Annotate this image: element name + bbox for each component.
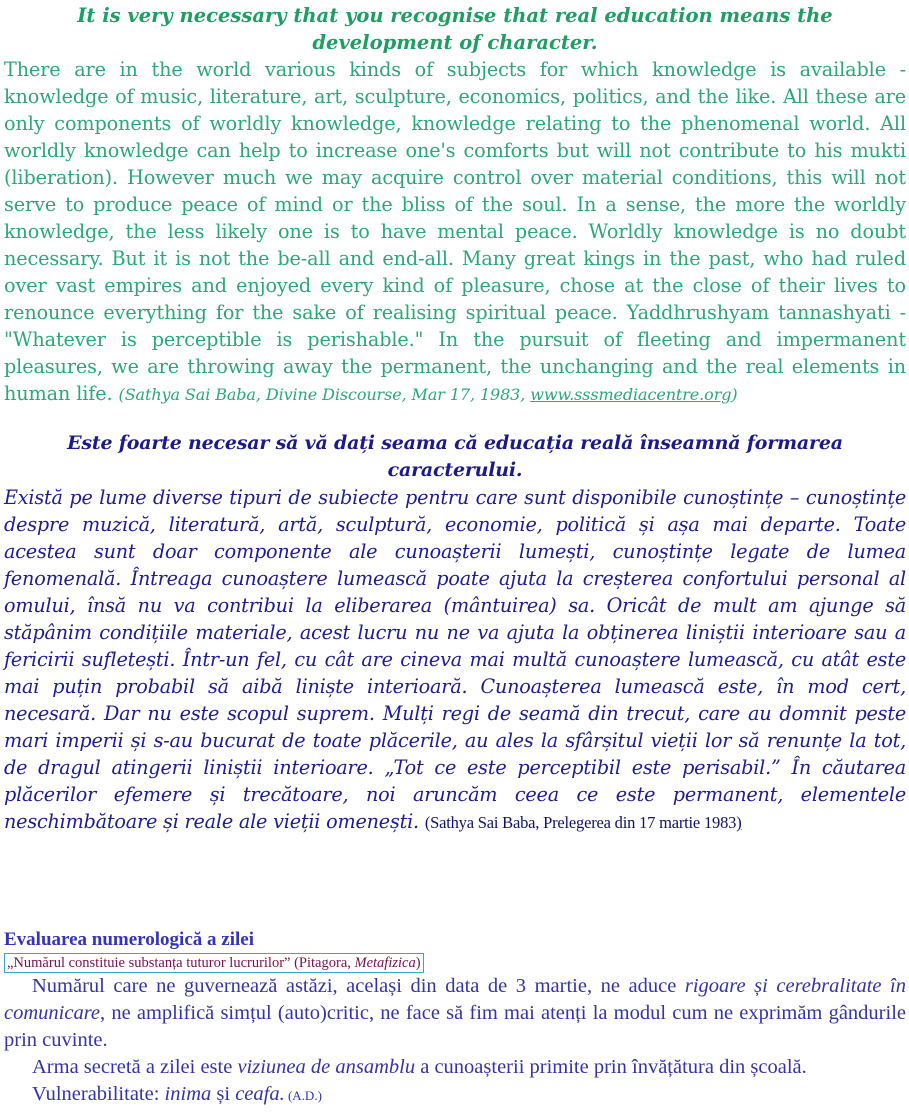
quote-work: Metafizica [354,955,416,971]
english-citation [119,385,738,404]
pythagoras-quote-box [4,953,424,973]
english-title: It is very necessary that you recognise that real education means the development of character. [77,4,833,54]
english-citation-prefix: (Sathya Sai Baba, Divine Discourse, Mar 17, 1983, [118,385,531,404]
english-body-text: There are in the world various kinds of subjects for which knowledge is available - knowledge of music, literature, art, sculpture, economics, politics, and the like. All these are only components of worldly knowledge, knowledge relating to the phenomenal world. All worldly knowledge can help to increase one's comforts but will not contribute to his mukti (liberation). However much we may acquire control over material conditions, this will not serve to produce peace of mind or the bliss of the soul. In a sense, the more the worldly knowledge, the less likely one is to have mental peace. Worldly knowledge is no doubt necessary. But it is not the be-all and end-all. Many great kings in the past, who had ruled over vast empires and enjoyed every kind of pleasure, chose at the close of their lives to renounce everything for the sake of realising spiritual peace. Yaddhrushyam tannashyati - "Whatever is perceptible is perishable." In the pursuit of fleeting and impermanent pleasures, we are throwing away the permanent, the unchanging and the real elements in human life. [4,58,906,405]
p1-text-b: , ne amplifică simțul (auto)critic, ne face să fim mai atenți la modul cum ne exprimăm gândurile prin cuvinte. [4,1002,906,1051]
romanian-citation-close: ) [736,813,742,832]
romanian-body-text: Există pe lume diverse tipuri de subiecte pentru care sunt disponibile cunoștințe – cunoștințe despre muzică, literatură, artă, sculptură, economie, politică și așa mai departe. Toate acestea sunt doar componente ale cunoașterii lumești, cunoștințe legate de lumea fenomenală. Întreaga cunoaștere lumească poate ajuta la creșterea confortului personal al omului, însă nu va contribui la eliberarea (mântuirea) sa. Oricât de mult am ajunge să stăpânim condițiile materiale, acest lucru nu ne va ajuta la obținerea liniștii interioare sau a fericirii sufletești. Într-un fel, cu cât are cineva mai multă cunoaștere lumească, cu atât este mai puțin probabil să aibă liniște interioară. Cunoașterea lumească este, în mod cert, necesară. Dar nu este scopul suprem. Mulți regi de seamă din trecut, care au domnit peste mari imperii și s-au bucurat de toate plăcerile, au ales la sfârșitul vieții lor să renunțe la tot, de dragul atingerii liniștii interioare. „Tot ce este perceptibil este perisabil.” În căutarea plăcerilor efemere și trecătoare, noi aruncăm ceea ce este permanent, elementele neschimbătoare și reale ale vieții omenești. [4,486,906,833]
romanian-title: Este foarte necesar să vă dați seama că educația reală înseamnă formarea caracterului. [67,432,843,481]
numerology-paragraph-2 [4,1054,906,1081]
romanian-citation [425,813,742,832]
p3-emphasis-heart: inima [164,1083,212,1105]
numerology-paragraph-1 [4,973,906,1054]
author-initials: (A.D.) [284,1088,322,1103]
romanian-citation-text: (Sathya Sai Baba, Prelegerea din 17 martie 1983 [424,813,737,832]
p3-text-a: Vulnerabilitate: [32,1083,165,1105]
quote-close: ) [415,955,421,971]
p3-text-mid: și [211,1083,236,1105]
p2-text-a: Arma secretă a zilei este [32,1056,238,1078]
p1-emphasis: rigoare și cerebralitate în comunicare [4,975,906,1024]
quote-text: „Numărul constituie substanța tuturor lucrurilor” (Pitagora, [7,955,355,971]
numerology-paragraph-3 [4,1081,906,1109]
romanian-paragraph [4,484,906,836]
p3-emphasis-nape: ceafa. [235,1083,285,1105]
p2-text-b: a cunoașterii primite prin învățătura din școală. [415,1056,807,1078]
english-citation-suffix: ) [731,385,738,404]
p1-text-a: Numărul care ne guvernează astăzi, același din data de 3 martie, ne aduce [32,975,685,997]
document-page [4,2,906,1109]
p2-emphasis: viziunea de ansamblu [237,1056,416,1078]
numerology-quote-row [4,952,906,973]
numerology-title: Evaluarea numerologică a zilei [4,929,254,950]
english-paragraph [4,56,906,408]
sssmediacentre-link[interactable]: www.sssmediacentre.org [530,385,732,404]
